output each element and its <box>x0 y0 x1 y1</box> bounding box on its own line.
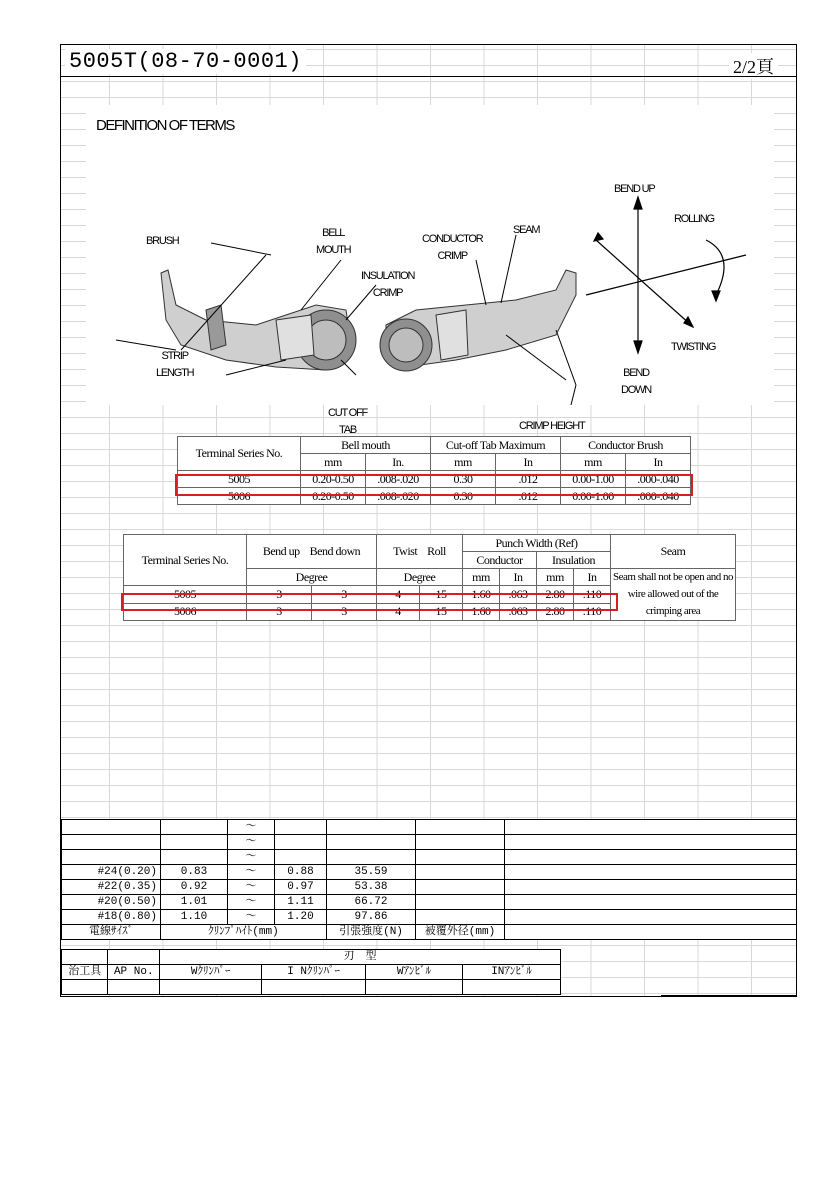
tensile: 97.86 <box>327 910 416 925</box>
t2-insulation-header: Insulation <box>537 552 611 569</box>
t2-cell: 4 <box>377 603 420 620</box>
crimp-cell <box>505 850 798 865</box>
title-divider <box>61 76 797 77</box>
tensile: 66.72 <box>327 895 416 910</box>
footer-line <box>661 995 797 996</box>
crimp-height-header: ｸﾘﾝﾌﾟﾊｲﾄ(mm) <box>161 925 327 940</box>
wire-size: #24(0.20) <box>62 865 161 880</box>
crimp-cell <box>327 820 416 835</box>
crimp-cell <box>416 865 505 880</box>
tool-header: 治工具 <box>62 965 108 980</box>
crimp-cell <box>505 865 798 880</box>
label-bend-up: BEND UP <box>614 183 655 195</box>
t1-cell: 0.00-1.00 <box>561 471 626 488</box>
t1-unit: In <box>626 454 691 471</box>
crimp-cell <box>161 850 228 865</box>
tensile: 53.38 <box>327 880 416 895</box>
t1-cell: 5006 <box>178 488 301 505</box>
t2-unit: In <box>574 569 611 586</box>
label-seam: SEAM <box>513 224 540 236</box>
tilde: ～ <box>228 880 275 895</box>
page-number: 2/2頁 <box>729 53 778 79</box>
label-brush: BRUSH <box>146 235 179 247</box>
t2-unit: mm <box>537 569 574 586</box>
tool-cell <box>365 980 462 995</box>
tool-cell <box>108 950 160 965</box>
crimp-min: 1.10 <box>161 910 228 925</box>
wire-size: #18(0.80) <box>62 910 161 925</box>
crimp-cell <box>416 880 505 895</box>
tool-cell <box>262 980 365 995</box>
t2-cell: .110 <box>574 586 611 603</box>
crimp-cell <box>161 835 228 850</box>
tilde: ～ <box>228 865 275 880</box>
spec-sheet <box>60 44 797 997</box>
insulation-od-header: 被覆外径(mm) <box>416 925 505 940</box>
crimp-cell <box>416 850 505 865</box>
tool-cell <box>108 980 160 995</box>
in-anvil-header: INｱﾝﾋﾞﾙ <box>463 965 561 980</box>
t1-cell: .008-.020 <box>366 488 431 505</box>
tilde: ～ <box>228 910 275 925</box>
t1-cell: 0.00-1.00 <box>561 488 626 505</box>
t1-brush-header: Conductor Brush <box>561 437 691 454</box>
tool-cell <box>62 980 108 995</box>
t2-unit: In <box>500 569 537 586</box>
w-crimper-header: Wｸﾘﾝﾊﾟｰ <box>160 965 262 980</box>
t2-cell: 3 <box>247 586 312 603</box>
ap-number-header: AP No. <box>108 965 160 980</box>
t2-cell: 4 <box>377 586 420 603</box>
crimp-cell <box>416 820 505 835</box>
w-anvil-header: Wｱﾝﾋﾞﾙ <box>365 965 462 980</box>
crimp-cell <box>416 895 505 910</box>
crimp-cell <box>505 925 798 940</box>
tensile: 35.59 <box>327 865 416 880</box>
tool-cell <box>463 980 561 995</box>
tool-cell <box>160 980 262 995</box>
t2-cell: 2.80 <box>537 603 574 620</box>
crimp-cell <box>327 850 416 865</box>
tilde: ～ <box>228 850 275 865</box>
label-twisting: TWISTING <box>671 341 716 353</box>
t1-cell: .012 <box>496 471 561 488</box>
figure-heading: DEFINITION OF TERMS <box>96 117 234 134</box>
table-row <box>62 865 798 880</box>
crimp-cell <box>505 880 798 895</box>
t2-cell: 1.60 <box>463 603 500 620</box>
t1-cell: .000-.040 <box>626 488 691 505</box>
t1-unit: mm <box>431 454 496 471</box>
t2-cell: 5006 <box>124 603 247 620</box>
crimp-cell <box>505 910 798 925</box>
t2-cell: 3 <box>247 603 312 620</box>
tool-cell <box>62 950 108 965</box>
blade-header: 刃 型 <box>160 950 561 965</box>
t1-cell: 0.30 <box>431 488 496 505</box>
crimp-cell <box>275 850 327 865</box>
t2-cell: .110 <box>574 603 611 620</box>
t1-cell: .000-.040 <box>626 471 691 488</box>
t1-cell: .008-.020 <box>366 471 431 488</box>
t2-conductor-header: Conductor <box>463 552 537 569</box>
crimp-cell <box>275 835 327 850</box>
crimp-cell <box>416 910 505 925</box>
crimp-cell <box>62 835 161 850</box>
table-row <box>62 910 798 925</box>
axis-diagram <box>586 197 746 353</box>
crimp-cell <box>505 895 798 910</box>
in-crimper-header: I Nｸﾘﾝﾊﾟｰ <box>262 965 365 980</box>
label-crimp-height: CRIMP HEIGHT <box>519 420 585 432</box>
t1-cell: 0.20-0.50 <box>301 488 366 505</box>
label-bell-mouth: BELL MOUTH <box>316 227 351 256</box>
crimp-cell <box>62 820 161 835</box>
t2-unit: mm <box>463 569 500 586</box>
t2-degree: Degree <box>377 569 463 586</box>
crimp-height-table <box>61 819 797 940</box>
t1-cell: 0.30 <box>431 471 496 488</box>
t2-degree: Degree <box>247 569 377 586</box>
t1-cell: 5005 <box>178 471 301 488</box>
t2-cell: 3 <box>312 603 377 620</box>
crimp-cell <box>275 820 327 835</box>
t1-cutoff-header: Cut-off Tab Maximum <box>431 437 561 454</box>
crimp-cell <box>327 835 416 850</box>
t2-cell: 2.80 <box>537 586 574 603</box>
label-strip-length: STRIP LENGTH <box>156 350 194 379</box>
crimp-max: 0.97 <box>275 880 327 895</box>
crimp-min: 0.83 <box>161 865 228 880</box>
t2-seam-header: Seam <box>611 535 736 569</box>
t2-twist-header: Twist Roll <box>377 535 463 569</box>
wire-size: #20(0.50) <box>62 895 161 910</box>
crimp-min: 1.01 <box>161 895 228 910</box>
t1-bell-mouth-header: Bell mouth <box>301 437 431 454</box>
t2-cell: 5005 <box>124 586 247 603</box>
crimp-max: 0.88 <box>275 865 327 880</box>
t1-unit: mm <box>561 454 626 471</box>
crimp-cell <box>416 835 505 850</box>
tilde: ～ <box>228 835 275 850</box>
wire-size-header: 電線ｻｲｽﾞ <box>62 925 161 940</box>
crimp-max: 1.20 <box>275 910 327 925</box>
t2-cell: 15 <box>420 586 463 603</box>
t2-cell: 3 <box>312 586 377 603</box>
crimp-cell <box>161 820 228 835</box>
label-insulation-crimp: INSULATION CRIMP <box>361 270 415 299</box>
t2-cell: 15 <box>420 603 463 620</box>
tilde: ～ <box>228 895 275 910</box>
t1-series-header: Terminal Series No. <box>178 437 301 471</box>
t2-cell: .063 <box>500 603 537 620</box>
table-row <box>62 895 798 910</box>
t1-unit: In <box>496 454 561 471</box>
label-rolling: ROLLING <box>674 213 714 225</box>
t1-unit: In. <box>366 454 431 471</box>
crimp-max: 1.11 <box>275 895 327 910</box>
t2-bend-header: Bend up Bend down <box>247 535 377 569</box>
t1-cell: .012 <box>496 488 561 505</box>
t2-punch-header: Punch Width (Ref) <box>463 535 611 552</box>
tensile-header: 引張強度(N) <box>327 925 416 940</box>
highlight-5005-table2 <box>121 593 618 611</box>
highlight-5005-table1 <box>175 474 693 496</box>
crimp-cell <box>62 850 161 865</box>
t1-unit: mm <box>301 454 366 471</box>
label-conductor-crimp: CONDUCTOR CRIMP <box>422 233 483 262</box>
wire-size: #22(0.35) <box>62 880 161 895</box>
label-cut-off-tab: CUT OFF TAB <box>328 407 368 436</box>
t2-cell: .063 <box>500 586 537 603</box>
document-title: 5005T(08-70-0001) <box>65 49 306 74</box>
t2-seam-note: Seam shall not be open and no wire allowed out of the crimping area <box>611 569 736 621</box>
t1-cell: 0.20-0.50 <box>301 471 366 488</box>
terms-diagram <box>86 105 774 436</box>
tooling-table <box>61 949 561 995</box>
crimp-cell <box>505 835 798 850</box>
t2-cell: 1.60 <box>463 586 500 603</box>
t2-series-header: Terminal Series No. <box>124 535 247 586</box>
tilde: ～ <box>228 820 275 835</box>
table-row <box>62 880 798 895</box>
label-bend-down: BEND DOWN <box>621 367 652 396</box>
crimp-min: 0.92 <box>161 880 228 895</box>
crimp-cell <box>505 820 798 835</box>
